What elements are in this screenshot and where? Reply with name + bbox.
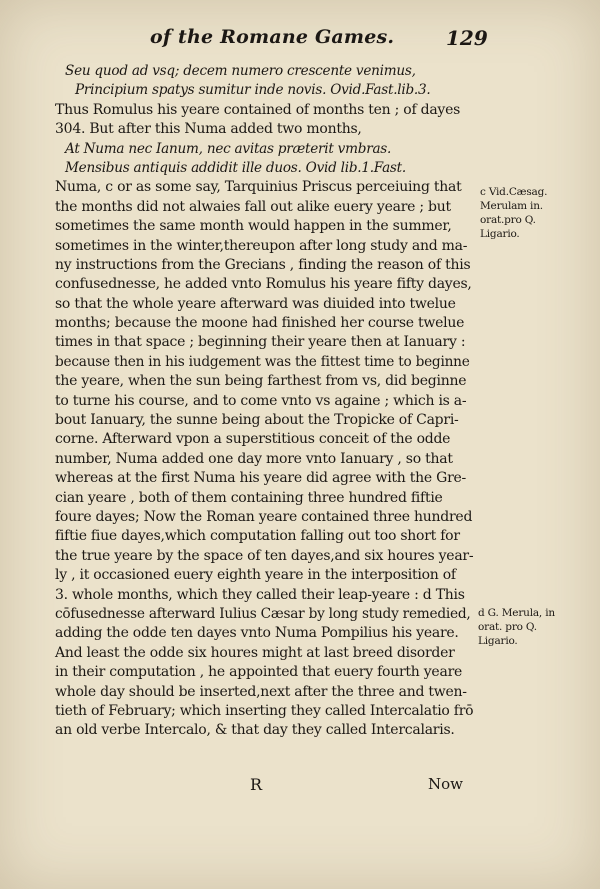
text-line: fiftie fiue dayes,which computation falling out too short for	[55, 528, 460, 545]
text-line: ly , it occasioned euery eighth yeare in the interposition of	[55, 567, 456, 584]
page-number: 129	[446, 26, 488, 50]
text-line: times in that space ; beginning their yeare then at Ianuary :	[55, 334, 466, 351]
text-line: number, Numa added one day more vnto Ianuary , so that	[55, 450, 453, 467]
text-line: 304. But after this Numa added two months,	[55, 121, 362, 138]
text-line: confusednesse, he added vnto Romulus his yeare fifty dayes,	[55, 276, 472, 293]
text-line: Thus Romulus his yeare contained of months ten ; of dayes	[55, 101, 461, 118]
text-line: sometimes in the winter,thereupon after long study and ma-	[55, 237, 468, 254]
catchword: Now	[428, 775, 463, 793]
text-line: because then in his iudgement was the fittest time to beginne	[55, 353, 470, 370]
text-line: Principium spatys sumitur inde novis. Ovid.Fast.lib.3.	[75, 82, 431, 99]
text-line: Mensibus antiquis addidit ille duos. Ovid lib.1.Fast.	[65, 159, 406, 176]
text-line: to turne his course, and to come vnto vs againe ; which is a-	[55, 392, 467, 409]
text-line: sometimes the same month would happen in the summer,	[55, 218, 452, 235]
text-line: the yeare, when the sun being farthest from vs, did beginne	[55, 373, 467, 390]
text-line: in their computation , he appointed that euery fourth yeare	[55, 664, 463, 681]
text-line: the true yeare by the space of ten dayes,and six houres year-	[55, 547, 474, 564]
text-line: Seu quod ad vsq; decem numero crescente venimus,	[65, 63, 416, 79]
text-line: so that the whole yeare afterward was diuided into twelue	[55, 295, 456, 312]
margin-note: d G. Merula, in orat. pro Q. Ligario.	[478, 607, 555, 647]
text-line: an old verbe Intercalo, & that day they called Intercalaris.	[55, 722, 455, 739]
text-line: the months did not alwaies fall out alike euery yeare ; but	[55, 198, 451, 215]
text-line: tieth of February; which inserting they called Intercalatio frō	[55, 702, 474, 719]
signature-mark: R	[250, 775, 263, 794]
text-line: 3. whole months, which they called their leap-yeare : d This	[55, 586, 465, 603]
text-line: adding the odde ten dayes vnto Numa Pompilius his yeare.	[55, 625, 459, 642]
text-line: ny instructions from the Grecians , finding the reason of this	[55, 256, 471, 273]
body-text	[55, 62, 475, 741]
text-line: foure dayes; Now the Roman yeare contained three hundred	[55, 508, 473, 525]
text-line: And least the odde six houres might at last breed disorder	[55, 644, 455, 661]
text-line: corne. Afterward vpon a superstitious conceit of the odde	[55, 431, 451, 448]
text-line: cōfusednesse afterward Iulius Cæsar by long study remedied,	[55, 605, 471, 622]
running-head: of the Romane Games.	[150, 26, 395, 48]
text-line: cian yeare , both of them containing three hundred fiftie	[55, 489, 443, 506]
text-line: Numa, c or as some say, Tarquinius Priscus perceiuing that	[55, 179, 462, 196]
text-line: At Numa nec Ianum, nec avitas præterit vmbras.	[65, 140, 392, 157]
margin-note: c Vid.Cæsag. Merulam in. orat.pro Q. Ligario.	[480, 186, 548, 240]
text-line: whereas at the first Numa his yeare did agree with the Gre-	[55, 470, 467, 487]
text-line: months; because the moone had finished her course twelue	[55, 315, 465, 332]
text-line: bout Ianuary, the sunne being about the Tropicke of Capri-	[55, 412, 459, 429]
text-line: whole day should be inserted,next after the three and twen-	[55, 683, 467, 700]
